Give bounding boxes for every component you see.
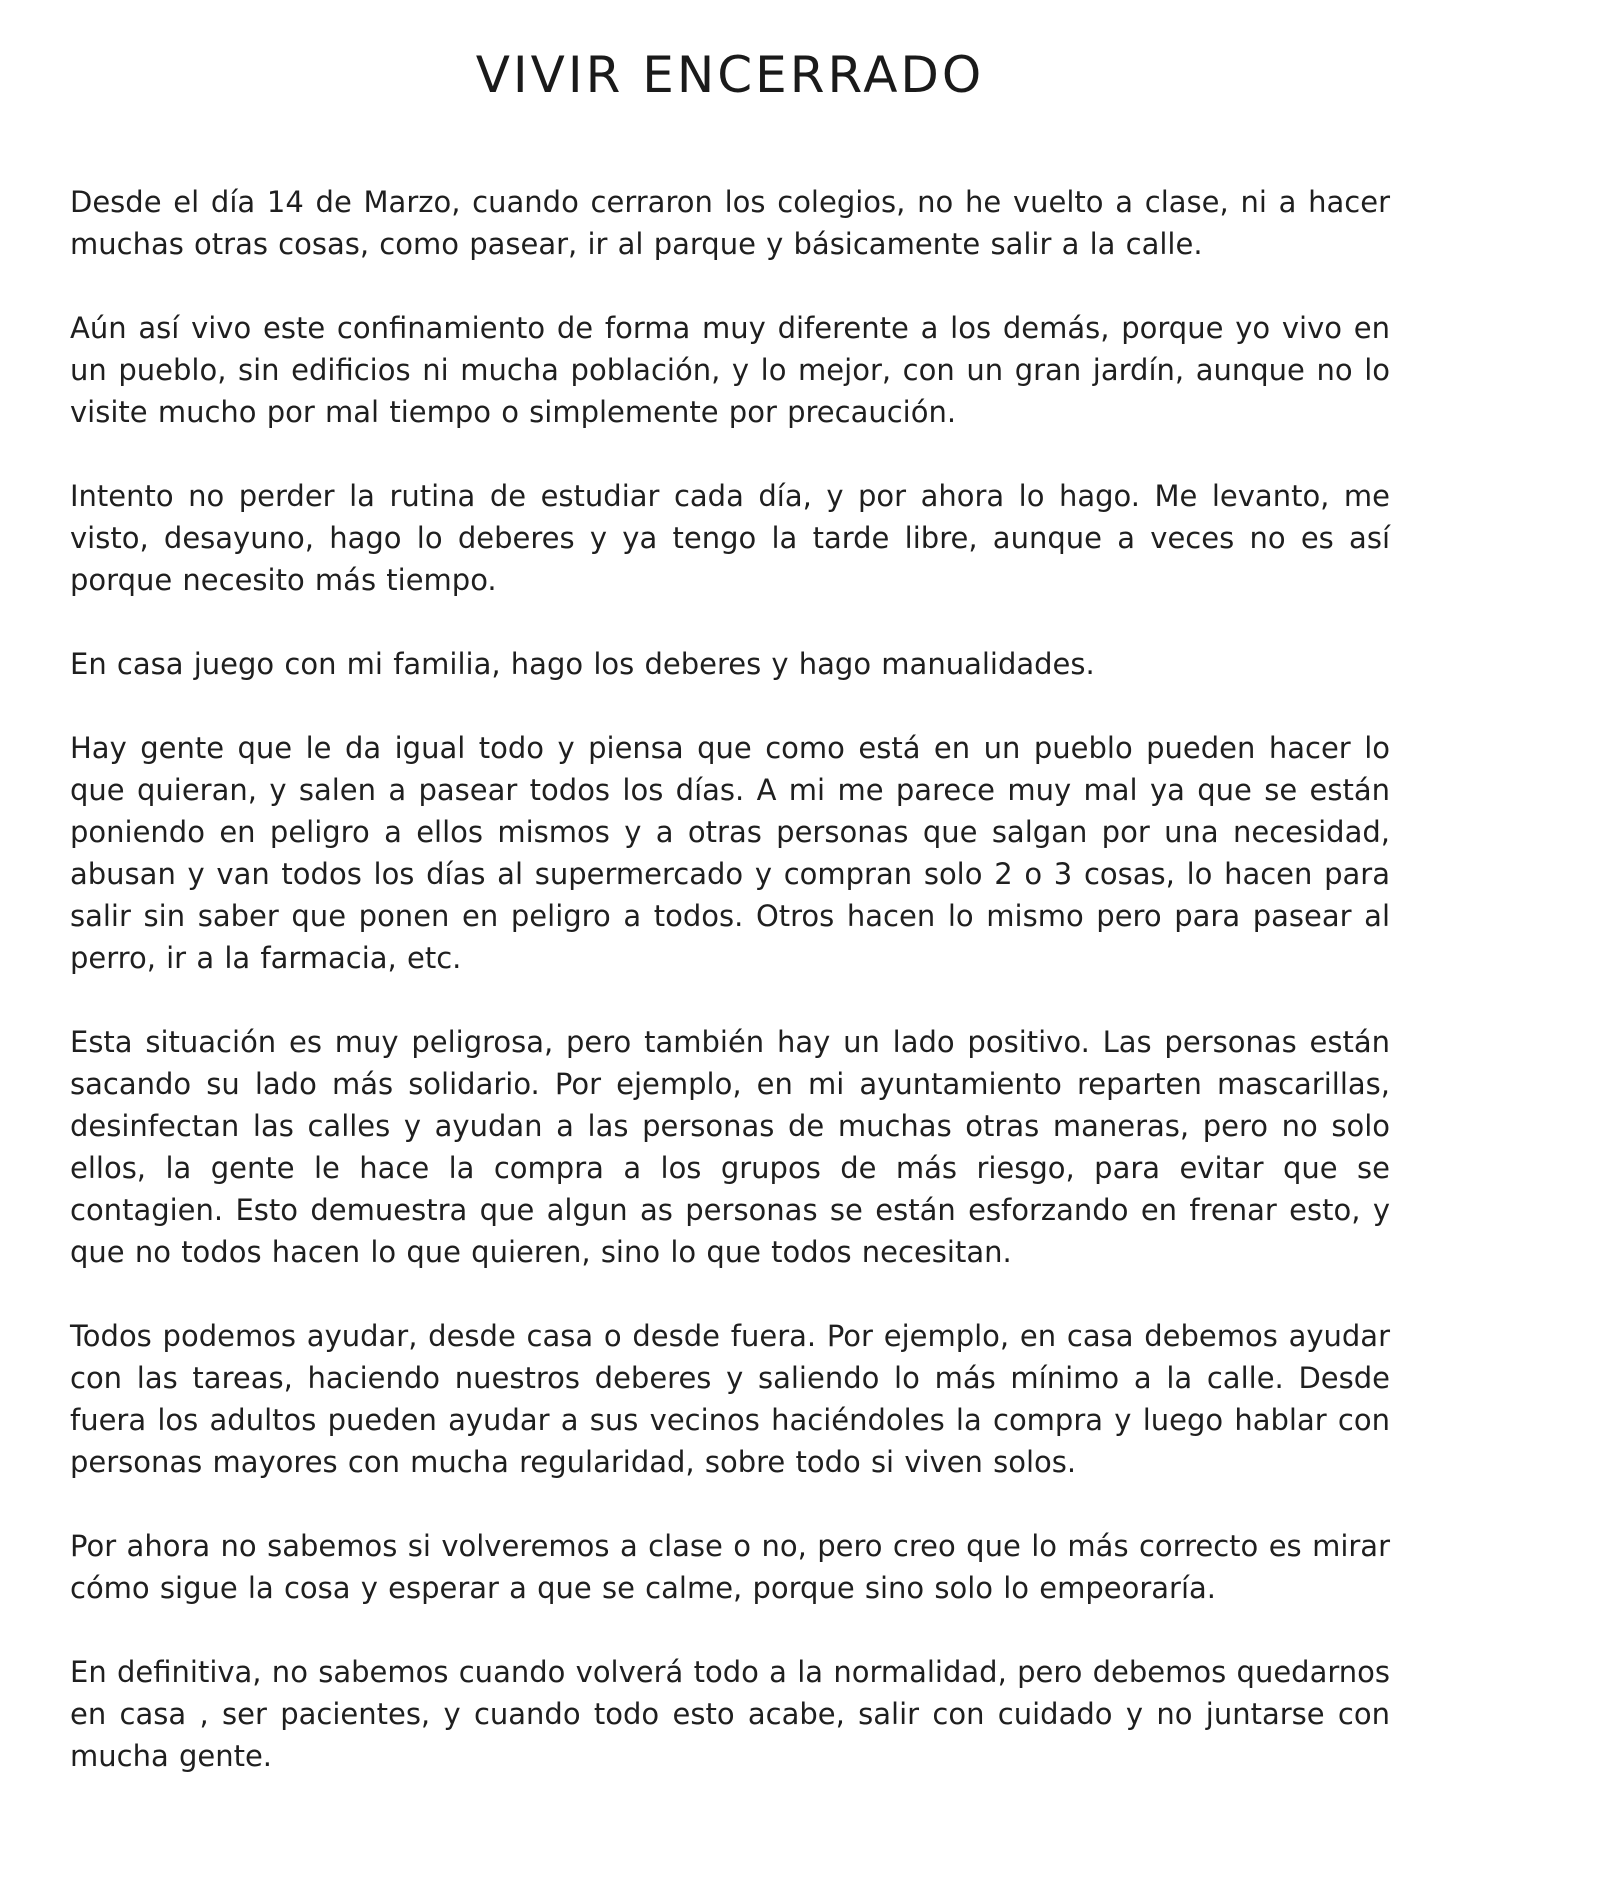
- paragraph: Desde el día 14 de Marzo, cuando cerraron los colegios, no he vuelto a clase, ni a hacer muchas otras cosas, como pasear, ir al parque y básicamente salir a la calle.: [70, 185, 1390, 261]
- page-title: VIVIR ENCERRADO: [475, 46, 985, 104]
- paragraph: En definitiva, no sabemos cuando volverá todo a la normalidad, pero debemos quedarnos en casa , ser pacientes, y cuando todo esto acabe, salir con cuidado y no juntarse con mucha gente.: [70, 1655, 1390, 1773]
- paragraph: Intento no perder la rutina de estudiar cada día, y por ahora lo hago. Me levanto, me visto, desayuno, hago lo deberes y ya tengo la tarde libre, aunque a veces no es así porque necesito más tiempo.: [70, 479, 1390, 597]
- paragraph: Aún así vivo este confinamiento de forma muy diferente a los demás, porque yo vivo en un pueblo, sin edificios ni mucha población, y lo mejor, con un gran jardín, aunque no lo visite mucho por mal tiempo o simplemente por precaución.: [70, 311, 1390, 429]
- paragraph: Hay gente que le da igual todo y piensa que como está en un pueblo pueden hacer lo que quieran, y salen a pasear todos los días. A mi me parece muy mal ya que se están poniendo en peligro a ellos mismos y a otras personas que salgan por una necesidad, abusan y van todos los días al supermercado y compran solo 2 o 3 cosas, lo hacen para salir sin saber que ponen en peligro a todos. Otros hacen lo mismo pero para pasear al perro, ir a la farmacia, etc.: [70, 731, 1390, 975]
- paragraph: Por ahora no sabemos si volveremos a clase o no, pero creo que lo más correcto es mirar cómo sigue la cosa y esperar a que se calme, porque sino solo lo empeoraría.: [70, 1529, 1390, 1605]
- paragraph: En casa juego con mi familia, hago los deberes y hago manualidades.: [70, 647, 1095, 681]
- document-body: [70, 181, 1390, 1777]
- paragraph: Todos podemos ayudar, desde casa o desde fuera. Por ejemplo, en casa debemos ayudar con las tareas, haciendo nuestros deberes y saliendo lo más mínimo a la calle. Desde fuera los adultos pueden ayudar a sus vecinos haciéndoles la compra y luego hablar con personas mayores con mucha regularidad, sobre todo si viven solos.: [70, 1319, 1390, 1479]
- paragraph: Esta situación es muy peligrosa, pero también hay un lado positivo. Las personas están sacando su lado más solidario. Por ejemplo, en mi ayuntamiento reparten mascarillas, desinfectan las calles y ayudan a las personas de muchas otras maneras, pero no solo ellos, la gente le hace la compra a los grupos de más riesgo, para evitar que se contagien. Esto demuestra que algun as personas se están esforzando en frenar esto, y que no todos hacen lo que quieren, sino lo que todos necesitan.: [70, 1025, 1390, 1269]
